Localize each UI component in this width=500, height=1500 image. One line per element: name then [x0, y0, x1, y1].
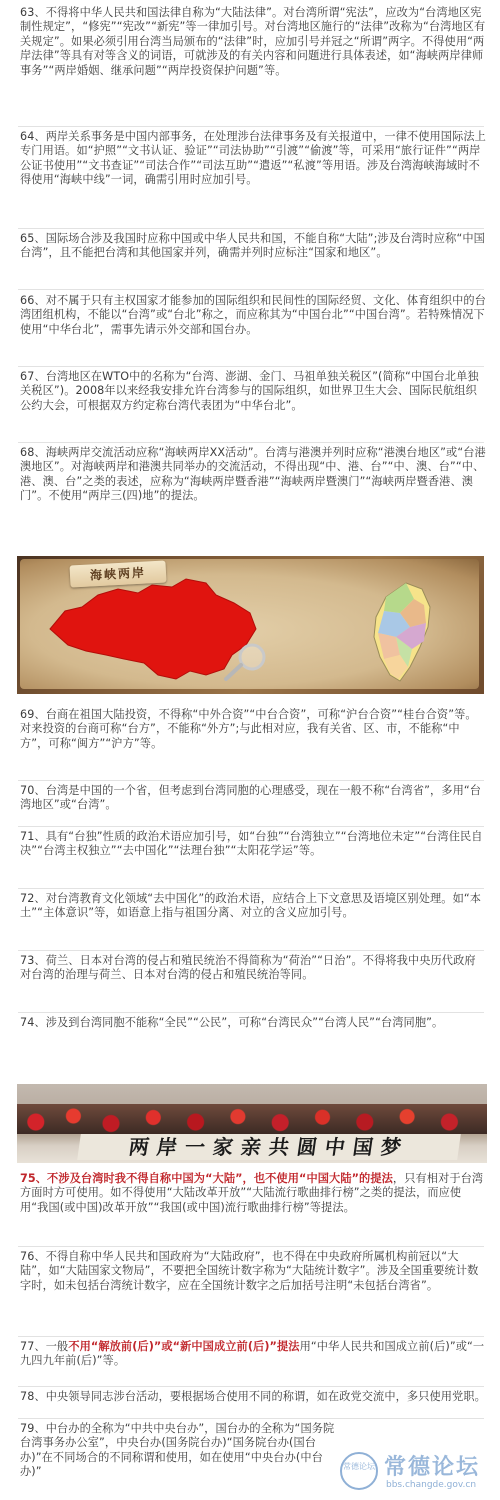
paragraph-64: 64、两岸关系事务是中国内部事务，在处理涉台法律事务及有关报道中，一律不使用国际法上专门用语。如“护照”“文书认证、验证”“司法协助”“引渡”“偷渡”等，可采用“旅行证件”“两岸公证书使用”“文书查证”“司法合作”“司法互助”“遣返”“私渡”等用语。涉及台湾海峡海域时不得使用“海峡中线”一词，确需引用时应加引号。	[20, 130, 486, 187]
divider	[18, 442, 484, 443]
magnifier-handle-shape	[226, 665, 241, 679]
paragraph-67: 67、台湾地区在WTO中的名称为“台湾、澎湖、金门、马祖单独关税区”(简称“中国台北单独关税区”)。2008年以来经我安排允许台湾参与的国际组织，如世界卫生大会、国际民航组织公约大会，可根据双方约定称台湾代表团为“中华台北”。	[20, 370, 479, 412]
paragraph-73: 73、荷兰、日本对台湾的侵占和殖民统治不得简称为“荷治”“日治”。不得将我中央历代政府对台湾的治理与荷兰、日本对台湾的侵占和殖民统治等同。	[20, 954, 476, 982]
site-watermark	[340, 1450, 490, 1494]
photo-banner: 两岸一家亲共圆中国梦	[77, 1134, 461, 1160]
divider	[18, 228, 484, 229]
paragraph-76: 76、不得自称中华人民共和国政府为“大陆政府”，也不得在中央政府所属机构前冠以“大陆”，如“大陆国家文物局”，不要把全国统计数字称为“大陆统计数字”。涉及全国重要统计数字时，如未包括台湾统计数字，应在全国统计数字之后加括号注明“未包括台湾省”。	[20, 1250, 479, 1292]
paragraph-71: 71、具有“台独”性质的政治术语应加引号，如“台独”“台湾独立”“台湾地位未定”“台湾住民自决”“台湾主权独立”“去中国化”“法理台独”“太阳花学运”等。	[20, 830, 483, 858]
divider	[18, 826, 484, 827]
map-illustration-icon	[20, 559, 479, 689]
paragraph-69: 69、台商在祖国大陆投资，不得称“中外合资”“中台合资”，可称“沪台合资”“桂台合资”等。对来投资的台商可称“台方”，不能称“外方”;与此相对应，我有关省、区、市，不能称“中方”，可称“闽方”“沪方”等。	[20, 708, 477, 750]
paragraph-66: 66、对不属于只有主权国家才能参加的国际组织和民间性的国际经贸、文化、体育组织中的台湾团组机构，不能以“台湾”或“台北”称之，而应称其为“中国台北”“中国台湾”。若特殊情况下使用“中华台北”，需事先请示外交部和国台办。	[20, 294, 486, 336]
divider	[18, 1418, 484, 1419]
taiwan-map-shape	[374, 583, 430, 681]
paragraph-75	[20, 1172, 486, 1215]
watermark-seal-icon: 常德论坛	[340, 1452, 378, 1490]
group-photo-image	[17, 1084, 487, 1163]
paragraph-72: 72、对台湾教育文化领域“去中国化”的政治术语，应结合上下文意思及语境区别处理。如“本土”“主体意识”等，如语意上指与祖国分离、对立的含义应加引号。	[20, 892, 482, 920]
divider	[18, 780, 484, 781]
paragraph-63: 63、不得将中华人民共和国法律自称为“大陆法律”。对台湾所谓“宪法”，应改为“台湾地区宪制性规定”，“修宪”“宪改”“新宪”等一律加引号。对台湾地区施行的“法律”改称为“台湾地区有关规定”。如果必须引用台湾当局颁布的“法律”时，应加引号并冠之“所谓”两字。不得使用“两岸法律”等具有对等含义的词语，可就涉及的有关内容和问题进行具体表述，如“海峡两岸律师事务”“两岸婚姻、继承问题”“两岸投资保护问题”等。	[20, 6, 486, 77]
paragraph-77-rest: 用“中华人民共和国成立前(后)”或“一九四九年前(后)”等。	[20, 1340, 485, 1368]
paragraph-79: 79、中台办的全称为“中共中央台办”，国台办的全称为“国务院台湾事务办公室”，中央台办(国务院台办)“国务院台办(国台办)”在不同场合的不同称谓和使用，如在使用“中央台办(中台办)”	[20, 1422, 335, 1479]
divider	[18, 950, 484, 951]
cross-strait-map-image	[17, 556, 484, 694]
paragraph-70: 70、台湾是中国的一个省，但考虑到台湾同胞的心理感受，现在一般不称“台湾省”，多用“台湾地区”或“台湾”。	[20, 784, 482, 812]
paragraph-77-lead: 77、一般	[20, 1340, 69, 1353]
map-parchment	[20, 559, 479, 689]
paragraph-77-highlight: 不用“解放前(后)”或“新中国成立前(后)”提法	[68, 1340, 300, 1353]
divider	[18, 888, 484, 889]
paragraph-77	[20, 1340, 486, 1369]
china-mainland-shape	[50, 579, 256, 679]
crowd-illustration	[17, 1104, 487, 1134]
divider	[18, 366, 484, 367]
divider	[18, 1336, 484, 1337]
paragraph-74: 74、涉及到台湾同胞不能称“全民”“公民”，可称“台湾民众”“台湾人民”“台湾同胞”。	[20, 1016, 444, 1029]
divider	[18, 1246, 484, 1247]
divider	[18, 1012, 484, 1013]
paragraph-75-highlight: 75、不涉及台湾时我不得自称中国为“大陆”，也不使用“中国大陆”的提法	[20, 1172, 393, 1185]
magnifier-glass-shape	[240, 645, 264, 669]
divider	[18, 289, 484, 290]
paragraph-75-rest: ，只有相对于台湾方面时方可使用。如不得使用“大陆改革开放”“大陆流行歌曲排行榜”之类的提法，而应使用“我国(或中国)改革开放”“我国(或中国)流行歌曲排行榜”等提法。	[20, 1172, 484, 1214]
watermark-title: 常德论坛	[384, 1454, 481, 1480]
divider	[18, 1386, 484, 1387]
map-banner: 海峡两岸	[69, 561, 166, 588]
paragraph-68: 68、海峡两岸交流活动应称“海峡两岸XX活动”。台湾与港澳并列时应称“港澳台地区”或“台港澳地区”。对海峡两岸和港澳共同举办的交流活动，不得出现“中、港、台”“中、澳、台”“中、港、澳、台”之类的表述，应称为“海峡两岸暨香港”“海峡两岸暨澳门”“海峡两岸暨香港、澳门”。不使用“两岸三(四)地”的提法。	[20, 446, 486, 503]
watermark-url: bbs.changde.gov.cn	[386, 1480, 477, 1490]
divider	[18, 126, 484, 127]
paragraph-65: 65、国际场合涉及我国时应称中国或中华人民共和国，不能自称“大陆”;涉及台湾时应称“中国台湾”，且不能把台湾和其他国家并列，确需并列时应标注“国家和地区”。	[20, 232, 485, 260]
paragraph-78: 78、中央领导同志涉台活动，要根据场合使用不同的称谓，如在政党交流中，多只使用党职。	[20, 1390, 486, 1403]
